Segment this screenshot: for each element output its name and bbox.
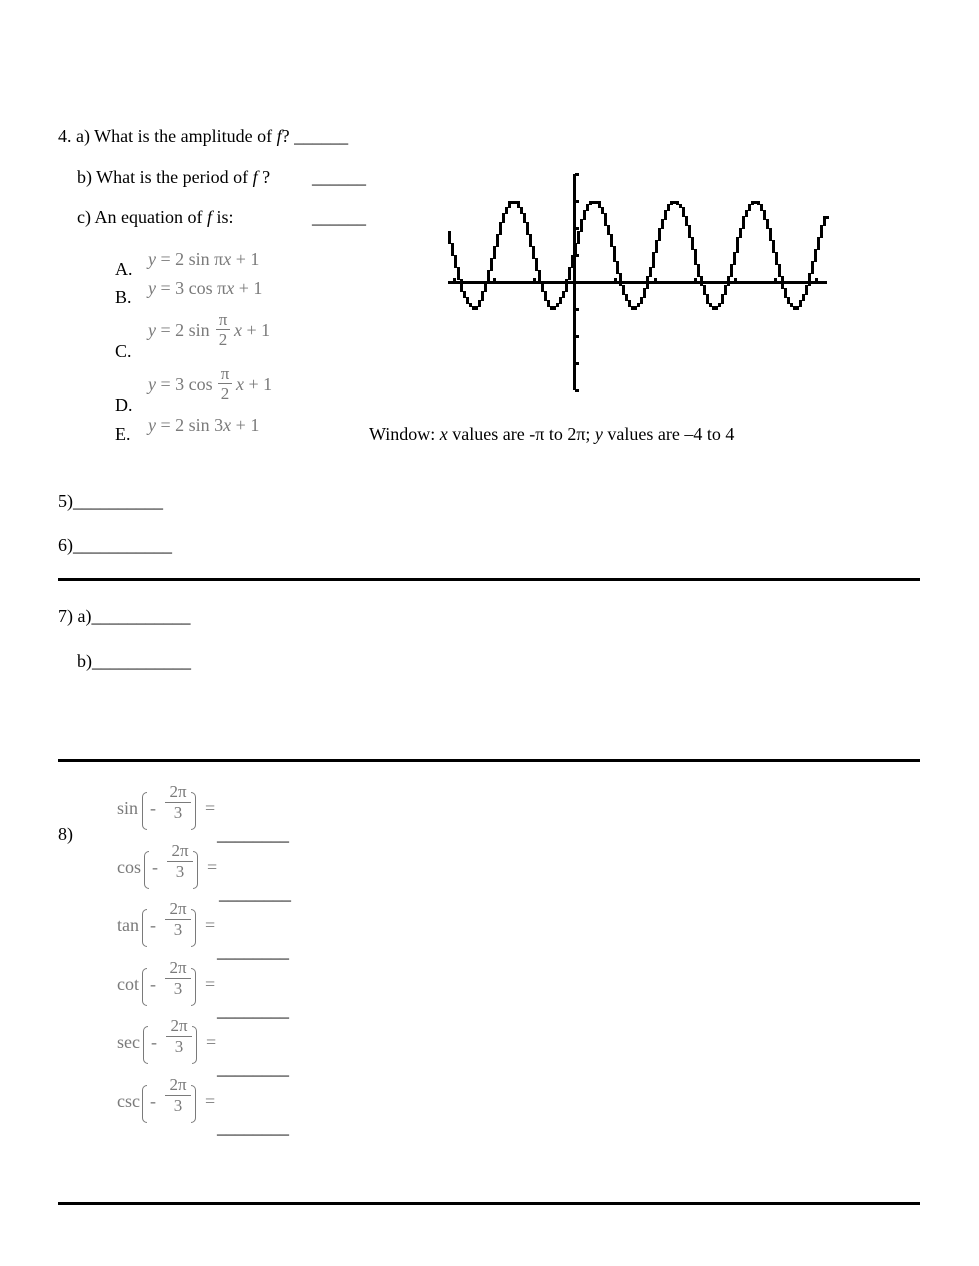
curve-pixel: [580, 219, 583, 232]
curve-pixel: [505, 207, 508, 214]
right-paren: [191, 1085, 196, 1123]
curve-pixel: [688, 225, 691, 238]
curve-pixel: [721, 294, 724, 304]
choice-e-letter[interactable]: E.: [115, 424, 131, 444]
y-tick: [575, 173, 579, 176]
q5-answer-line[interactable]: 5)__________: [58, 491, 163, 511]
curve-pixel: [745, 210, 748, 217]
curve-pixel: [595, 201, 598, 204]
curve-pixel: [586, 204, 589, 211]
curve-pixel: [538, 270, 541, 283]
curve-pixel: [724, 285, 727, 295]
choice-c-equation-lhs: y = 2 sin: [148, 320, 210, 340]
curve-pixel: [712, 306, 715, 310]
curve-pixel: [610, 234, 613, 247]
curve-pixel: [661, 219, 664, 229]
choice-c-letter[interactable]: C.: [115, 341, 132, 361]
left-paren: [144, 851, 149, 889]
curve-pixel: [769, 228, 772, 241]
curve-pixel: [622, 285, 625, 295]
curve-pixel: [559, 297, 562, 304]
x-tick: [734, 278, 737, 282]
right-paren: [191, 792, 196, 830]
curve-pixel: [625, 294, 628, 301]
choice-a-equation: y = 2 sin πx + 1: [148, 249, 260, 269]
curve-pixel: [772, 240, 775, 253]
q4c-text: c) An equation of f is:: [77, 207, 234, 227]
q8-cos-argument: 2π 3: [167, 842, 193, 881]
curve-pixel: [670, 201, 673, 205]
q8-cos-row: [117, 840, 317, 903]
graph-curve: [448, 201, 829, 310]
curve-pixel: [460, 279, 463, 292]
curve-pixel: [652, 252, 655, 268]
curve-pixel: [529, 234, 532, 247]
curve-pixel: [616, 261, 619, 274]
divider-2: [58, 759, 920, 762]
q8-sin-argument: 2π 3: [165, 783, 191, 822]
curve-pixel: [469, 303, 472, 307]
curve-pixel: [667, 204, 670, 211]
curve-pixel: [733, 252, 736, 265]
curve-pixel: [811, 261, 814, 274]
curve-pixel: [457, 267, 460, 280]
curve-pixel: [466, 297, 469, 304]
curve-pixel: [493, 246, 496, 259]
choice-c-equation-rhs: x + 1: [234, 320, 271, 340]
curve-pixel: [664, 210, 667, 220]
q7a-answer-line[interactable]: 7) a)___________: [58, 606, 191, 626]
x-tick: [614, 278, 617, 282]
curve-pixel: [607, 225, 610, 235]
q4c-blank[interactable]: ______: [312, 207, 366, 227]
curve-pixel: [787, 297, 790, 304]
q8-csc-answer-blank[interactable]: ________: [217, 1116, 289, 1137]
curve-pixel: [502, 213, 505, 223]
choice-c-fraction: π 2: [216, 311, 230, 348]
curve-pixel: [532, 246, 535, 259]
curve-pixel: [598, 201, 601, 208]
minus-sign: -: [150, 798, 156, 818]
curve-pixel: [646, 276, 649, 289]
curve-pixel: [694, 249, 697, 265]
minus-sign: -: [150, 1090, 156, 1111]
curve-pixel: [583, 210, 586, 220]
left-paren: [143, 1026, 148, 1064]
curve-pixel: [766, 219, 769, 229]
equals-sign: =: [205, 1090, 216, 1111]
choice-b-letter[interactable]: B.: [115, 287, 132, 307]
curve-pixel: [754, 201, 757, 204]
x-tick: [694, 278, 697, 282]
curve-pixel: [751, 201, 754, 205]
q8-cot-name: cot: [117, 973, 139, 994]
curve-pixel: [814, 249, 817, 262]
curve-pixel: [619, 273, 622, 286]
q4b-text: b) What is the period of f ?: [77, 167, 271, 187]
curve-pixel: [463, 291, 466, 298]
curve-pixel: [760, 204, 763, 211]
x-tick: [453, 278, 456, 282]
minus-sign: -: [150, 915, 156, 935]
curve-pixel: [511, 201, 514, 204]
divider-1: [58, 578, 920, 581]
q8-tan-answer-blank[interactable]: ________: [217, 941, 289, 961]
q8-csc-row: [117, 1074, 317, 1137]
q8-sin-row: [117, 782, 317, 844]
minus-sign: -: [150, 973, 156, 994]
q8-cos-name: cos: [117, 856, 141, 877]
q8-sec-answer-blank[interactable]: ________: [217, 1058, 289, 1078]
curve-pixel: [718, 303, 721, 307]
curve-pixel: [649, 267, 652, 277]
equals-sign: =: [205, 915, 216, 935]
curve-pixel: [550, 306, 553, 310]
q7b-answer-line[interactable]: b)___________: [77, 651, 191, 671]
q8-sec-row: [117, 1016, 317, 1078]
equals-sign: =: [206, 1032, 217, 1052]
equals-sign: =: [207, 856, 218, 877]
y-tick: [575, 227, 579, 230]
curve-pixel: [487, 270, 490, 283]
curve-pixel: [634, 306, 637, 310]
divider-3: [58, 1202, 920, 1205]
right-paren: [192, 1026, 197, 1064]
q4b-blank[interactable]: ______: [312, 167, 366, 187]
curve-pixel: [592, 201, 595, 204]
q8-cot-answer-blank[interactable]: ________: [217, 999, 289, 1020]
curve-pixel: [691, 237, 694, 250]
curve-pixel: [565, 279, 568, 292]
curve-pixel: [808, 273, 811, 286]
curve-pixel: [757, 201, 760, 205]
x-axis: [448, 281, 827, 284]
curve-pixel: [742, 216, 745, 229]
y-tick: [575, 200, 579, 203]
curve-pixel: [685, 216, 688, 226]
curve-pixel: [472, 306, 475, 310]
curve-pixel: [640, 297, 643, 304]
curve-pixel: [682, 207, 685, 217]
choice-d-equation-rhs: x + 1: [236, 374, 273, 394]
curve-pixel: [631, 306, 634, 310]
minus-sign: -: [152, 856, 158, 877]
curve-pixel: [748, 204, 751, 211]
q6-answer-line[interactable]: 6)___________: [58, 535, 172, 555]
q8-sec-name: sec: [117, 1032, 140, 1052]
curve-pixel: [697, 264, 700, 277]
y-tick: [575, 308, 579, 311]
curve-pixel: [574, 243, 577, 256]
curve-pixel: [820, 225, 823, 238]
choice-a-letter[interactable]: A.: [115, 259, 133, 279]
curve-pixel: [715, 306, 718, 310]
minus-sign: -: [151, 1032, 157, 1052]
curve-pixel: [496, 234, 499, 247]
q8-sec-argument: 2π 3: [166, 1017, 192, 1056]
equals-sign: =: [205, 798, 216, 818]
curve-pixel: [658, 228, 661, 241]
curve-pixel: [553, 306, 556, 310]
curve-pixel: [655, 240, 658, 253]
curve-pixel: [556, 303, 559, 307]
curve-pixel: [577, 231, 580, 244]
curve-pixel: [817, 237, 820, 250]
curve-pixel: [484, 282, 487, 292]
q8-cot-row: [117, 957, 317, 1020]
curve-pixel: [679, 204, 682, 208]
curve-pixel: [763, 210, 766, 220]
y-tick: [575, 362, 579, 365]
curve-pixel: [700, 276, 703, 286]
x-tick: [493, 278, 496, 282]
curve-pixel: [478, 300, 481, 307]
curve-pixel: [676, 201, 679, 205]
q8-cos-answer-blank[interactable]: ________: [219, 882, 291, 903]
curve-pixel: [781, 276, 784, 289]
curve-pixel: [805, 285, 808, 295]
curve-pixel: [568, 267, 571, 280]
y-tick: [575, 335, 579, 338]
curve-pixel: [790, 303, 793, 307]
window-caption: Window: x values are -π to 2π; y values are –4 to 4: [369, 424, 735, 444]
curve-pixel: [628, 300, 631, 307]
x-tick: [774, 278, 777, 282]
curve-pixel: [541, 282, 544, 292]
curve-pixel: [703, 285, 706, 295]
left-paren: [142, 909, 147, 947]
choice-e-equation: y = 2 sin 3x + 1: [148, 415, 260, 435]
curve-pixel: [802, 294, 805, 301]
curve-pixel: [508, 201, 511, 208]
choice-b-equation: y = 3 cos πx + 1: [148, 278, 263, 298]
q8-csc-argument: 2π 3: [165, 1076, 191, 1115]
curve-pixel: [514, 201, 517, 204]
curve-pixel: [475, 306, 478, 310]
curve-pixel: [706, 294, 709, 304]
right-paren: [191, 968, 196, 1006]
left-paren: [142, 1085, 147, 1123]
curve-pixel: [562, 291, 565, 298]
left-paren: [142, 968, 147, 1006]
curve-pixel: [613, 246, 616, 262]
y-axis: [573, 174, 576, 390]
equals-sign: =: [205, 973, 216, 994]
q8-label: 8): [58, 824, 73, 844]
q8-cot-argument: 2π 3: [165, 959, 191, 998]
y-tick: [575, 389, 579, 392]
curve-pixel: [778, 264, 781, 277]
q8-tan-row: [117, 899, 317, 961]
curve-pixel: [775, 252, 778, 265]
curve-pixel: [589, 201, 592, 205]
curve-pixel: [604, 213, 607, 226]
curve-pixel: [544, 291, 547, 301]
curve-pixel: [826, 216, 829, 219]
curve-pixel: [673, 201, 676, 204]
x-tick: [533, 278, 536, 282]
choice-d-equation-lhs: y = 3 cos: [148, 374, 213, 394]
q8-tan-name: tan: [117, 915, 139, 935]
curve-pixel: [454, 255, 457, 268]
curve-pixel: [823, 216, 826, 226]
curve-pixel: [793, 306, 796, 310]
x-tick: [654, 278, 657, 282]
curve-pixel: [571, 255, 574, 268]
right-paren: [193, 851, 198, 889]
curve-pixel: [526, 222, 529, 235]
choice-d-fraction: π 2: [218, 365, 232, 402]
curve-pixel: [535, 258, 538, 271]
curve-pixel: [727, 276, 730, 286]
curve-pixel: [499, 222, 502, 235]
choice-d-letter[interactable]: D.: [115, 395, 133, 415]
sine-graph: [446, 172, 830, 392]
q8-csc-name: csc: [117, 1090, 140, 1111]
curve-pixel: [601, 207, 604, 214]
curve-pixel: [448, 231, 451, 244]
curve-pixel: [643, 288, 646, 298]
curve-pixel: [490, 258, 493, 271]
curve-pixel: [736, 237, 739, 253]
q4a-text: 4. a) What is the amplitude of f? ______: [58, 126, 349, 146]
curve-pixel: [709, 303, 712, 307]
curve-pixel: [451, 243, 454, 256]
q8-tan-argument: 2π 3: [165, 900, 191, 939]
curve-pixel: [520, 207, 523, 214]
curve-pixel: [796, 306, 799, 310]
right-paren: [191, 909, 196, 947]
q8-sin-name: sin: [117, 798, 139, 818]
curve-pixel: [547, 300, 550, 307]
curve-pixel: [739, 228, 742, 238]
x-tick: [815, 278, 818, 282]
q8-sin-answer-blank[interactable]: ________: [217, 824, 289, 844]
curve-pixel: [799, 300, 802, 307]
curve-pixel: [730, 264, 733, 277]
left-paren: [142, 792, 147, 830]
curve-pixel: [481, 291, 484, 301]
graph-axes: [448, 174, 827, 390]
curve-pixel: [637, 303, 640, 307]
curve-pixel: [523, 213, 526, 223]
curve-pixel: [784, 288, 787, 298]
curve-pixel: [517, 201, 520, 208]
